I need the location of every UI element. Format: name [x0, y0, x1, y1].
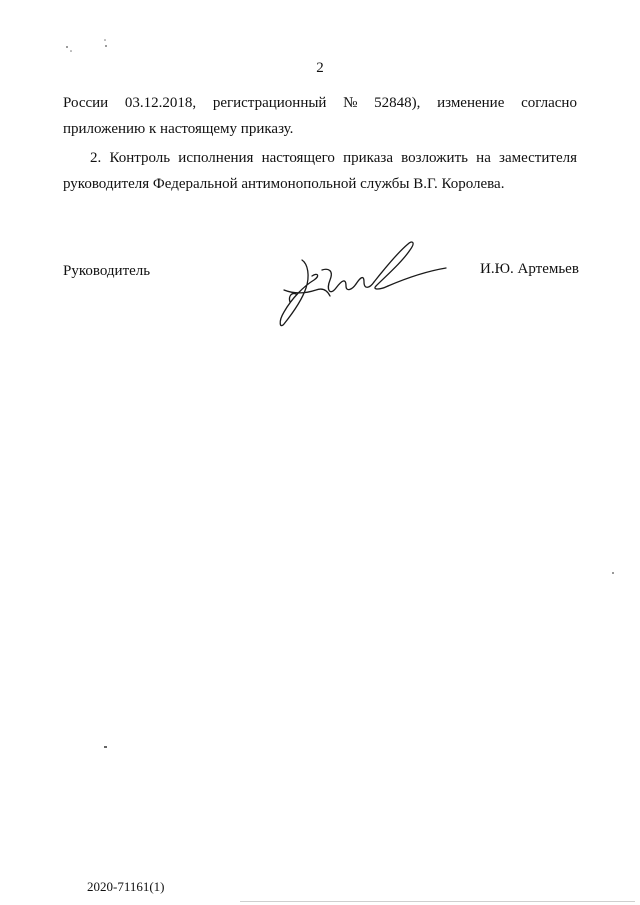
page-number: 2	[316, 60, 324, 76]
paragraph-1-line-1	[63, 90, 577, 116]
signatory-role: Руководитель	[63, 263, 151, 279]
paragraph-1	[63, 90, 577, 142]
document-number: 2020-71161(1)	[87, 879, 165, 894]
handwritten-signature	[270, 232, 450, 332]
scan-speck	[612, 572, 614, 574]
word: 03.12.2018,	[124, 95, 197, 111]
word: изменение	[437, 95, 505, 111]
word: 52848),	[374, 95, 421, 111]
bottom-edge-line	[240, 901, 635, 902]
word: регистрационный	[212, 95, 327, 111]
word: России	[63, 95, 109, 111]
paragraph-2: 2. Контроль исполнения настоящего приказа возложить на заместителя руководителя Федеральной антимонопольной службы В.Г. Королева.	[63, 150, 577, 192]
signatory-name: И.Ю. Артемьев	[480, 261, 579, 277]
word: согласно	[521, 95, 577, 111]
word: №	[343, 95, 358, 111]
scan-speck	[104, 746, 107, 748]
scan-specks	[64, 38, 114, 54]
paragraph-1-line-2: приложению к настоящему приказу.	[63, 121, 294, 137]
